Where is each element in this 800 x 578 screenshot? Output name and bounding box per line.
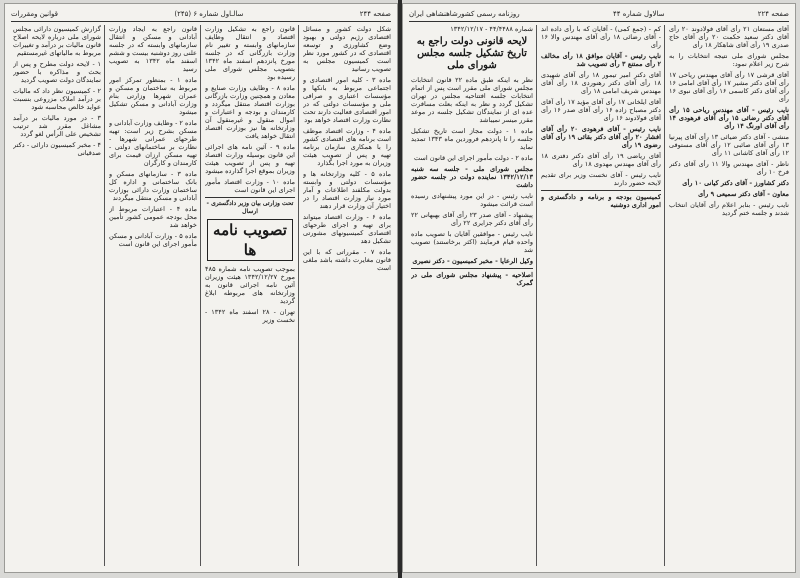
left-header-rule xyxy=(11,21,391,22)
paragraph: آقای قرشی ۱۷ رأی آقای مهندس ریاحی ۱۷ رأی آقای دکتر مشیر ۱۷ رأی آقای امامی ۱۶ رأی آقای دکتر کاسمی ۱۶ رأی آقای نبوی ۱۶ رأی xyxy=(669,71,789,103)
paragraph: منشی - آقای دکتر ضیائی ۱۳ رأی آقای پیرنیا ۱۳ رأی آقای صائبی ۱۲ رأی آقای مستوفی ۱۲ رأی آقای کاشانی ۱۱ رأی xyxy=(669,133,789,157)
paragraph: ناظر - آقای مهندس والا ۱۱ رأی آقای دکتر فرخ ۱۰ رأی xyxy=(669,160,789,176)
paragraph: تهران - ۲۸ اسفند ماه ۱۳۴۲ - نخست وزیر xyxy=(205,308,295,324)
column-divider xyxy=(200,25,201,566)
paragraph: شکل دولت کشور و مسائل اقتصادی رژیم دولتی و بهبود وضع کشاورزی و توسعه اقتصادی که در کشور مورد نظر است کمیسیون مجلس به تصویب رسانید xyxy=(303,25,391,73)
section-caption: تحت وزارتی بیان وزیر دادگستری - ارسال xyxy=(206,200,294,215)
section-rule xyxy=(205,197,295,198)
left-header-title: قوانین ومقررات xyxy=(11,10,58,18)
paragraph: گزارش کمیسیون دارائی مجلس شورای ملی درباره لایحه اصلاح قانون مالیات بر درآمد و تغییرات مربوط به مالیاتهای غیرمستقیم xyxy=(13,25,101,57)
left-col-4 xyxy=(13,25,101,566)
column-divider xyxy=(536,25,537,566)
paragraph: قانون راجع به ایجاد وزارت آبادانی و مسکن و انتقال سازمانهای وابسته که در جلسه علنی روز دوشنبه بیست و ششم اسفند ماه ۱۳۴۲ به تصویب رسید xyxy=(109,25,197,73)
paragraph: وکیل الرعایا - مخبر کمیسیون - دکتر نصیری xyxy=(412,257,533,265)
paragraph: معاون - آقای دکتر سمیعی ۹ رأی xyxy=(698,190,789,198)
paragraph: بموجب تصویب نامه شماره ۴۸۵ مورخ ۱۳۴۲/۱۲/۲۷ هیئت وزیران آئین نامه اجرائی قانون به وزارتخانه های مربوطه ابلاغ گردید xyxy=(205,265,295,305)
paragraph: نایب رئیس - آقای مهندس ریاحی ۱۵ رأی آقای دکتر رضائی ۱۵ رأی آقای فرهودی ۱۴ رأی آقای اورنگ ۱۴ رأی xyxy=(669,106,789,130)
left-header-page-number: صفحه ۲۴۴ xyxy=(359,10,391,18)
paragraph: ماده ۸ - وظایف وزارت صنایع و معادن و همچنین وزارت بازرگانی بوزارت اقتصاد منتقل میگردد و کارمندان و بودجه و اعتبارات و اموال منقول و غیرمنقول آن وزارتخانه ها نیز بوزارت اقتصاد انتقال خواهد یافت xyxy=(205,84,295,140)
left-col-2 xyxy=(205,25,295,566)
left-col-3 xyxy=(109,25,197,566)
paragraph: ماده ۱ - دولت مجاز است تاریخ تشکیل جلسه را تا پانزدهم فروردین ماه ۱۳۴۳ تمدید نماید xyxy=(411,127,533,151)
paragraph: ۱ - لایحه دولت مطرح و پس از بحث و مذاکره با حضور نمایندگان دولت تصویب گردید xyxy=(13,60,101,84)
paragraph: پیشنهاد - آقای صدر ۲۳ رأی آقای بهبهانی ۲۲ رأی آقای دکتر جزایری ۲۲ رأی xyxy=(411,211,533,227)
paragraph: نایب رئیس - آقایان موافق ۱۸ رأی مخالف ۲ رأی ممتنع ۳ رأی تصویب شد xyxy=(541,52,661,68)
paragraph: آقای ایلخانی ۱۷ رأی آقای مؤید ۱۷ رأی آقای دکتر مصباح زاده ۱۶ رأی آقای صدر ۱۶ رأی آقای فولادوند ۱۶ رأی xyxy=(541,98,661,122)
paragraph: دکتر کشاورز - آقای دکتر کیانی ۱۰ رأی xyxy=(682,179,789,187)
left-page xyxy=(4,3,398,573)
left-col-1 xyxy=(303,25,391,566)
left-header-issue: سالـاول شماره ۶ (۲۴۵) xyxy=(174,10,244,18)
right-page-header xyxy=(409,8,789,20)
right-col-2 xyxy=(541,25,661,566)
right-header-title: روزنامه رسمی کشورشاهنشاهی ایران xyxy=(409,10,520,18)
right-page xyxy=(402,3,796,573)
right-header-rule xyxy=(409,21,789,22)
paragraph: مجلس شورای ملی - جلسه سه شنبه ۱۳۴۲/۱۲/۱۳ نماینده دولت در جلسه حضور داشت xyxy=(411,165,533,189)
issue-meta: شماره ۴۴/۴۴۸۸ - ۱۳۴۲/۱۲/۱۷ xyxy=(450,25,533,33)
section-rule xyxy=(411,268,533,269)
right-header-page-number: صفحه ۲۲۴ xyxy=(757,10,789,18)
paragraph: آقای دکتر امیر تیمور ۱۸ رأی آقای شهیدی ۱۸ رأی آقای دکتر رهنوردی ۱۸ رأی آقای مهندس شریف امامی ۱۸ رأی xyxy=(541,71,661,95)
column-divider xyxy=(104,25,105,566)
paragraph: ماده ۷ - مقرراتی که با این قانون مغایرت داشته باشد ملغی است xyxy=(303,248,391,272)
paragraph: قانون راجع به تشکیل وزارت اقتصاد و انتقال وظایف سازمانهای وابسته و تغییر نام وزارت بازرگانی که در جلسه مورخ پانزدهم اسفند ماه ۱۳۴۲ بتصویب مجلس شورای ملی رسیده بود xyxy=(205,25,295,81)
paragraph: ماده ۲ - وظایف وزارت آبادانی و مسکن بشرح زیر است: تهیه طرحهای عمرانی شهرها - نظارت بر ساختمانهای دولتی - تهیه مسکن ارزان قیمت برای کارمندان و کارگران xyxy=(109,119,197,167)
left-page-header xyxy=(11,8,391,20)
decrees-heading: تصویب نامه ها xyxy=(207,219,293,261)
paragraph: نایب رئیس - در این مورد پیشنهادی رسیده است قرائت میشود xyxy=(411,192,533,208)
paragraph: ماده ۱ - بمنظور تمرکز امور مربوط به ساختمان و مسکن و عمران شهرها وزارتی بنام وزارت آبادانی و مسکن تشکیل میشود xyxy=(109,76,197,116)
right-col-1 xyxy=(669,25,789,566)
paragraph: کم - (جمع کمی) - آقایان که با رأی داده اند - آقای رضائی ۱۸ رأی آقای مهندس والا ۱۶ رأی xyxy=(541,25,661,49)
paragraph: ماده ۱۰ - وزارت اقتصاد مأمور اجرای این قانون است xyxy=(205,178,295,194)
bill-title: لایحه قانونی دولت راجع به تاریخ تشکیل جلسه مجلس شورای ملی xyxy=(416,36,528,71)
column-divider xyxy=(664,25,665,566)
paragraph: نایب رئیس - آقای نخست وزیر برای تقدیم لایحه حضور دارند xyxy=(541,171,661,187)
column-divider xyxy=(298,25,299,566)
paragraph: آقای مستعان ۲۱ رأی آقای فولادوند ۲۰ رأی آقای دکتر سعید حکمت ۲۰ رأی آقای حاج صدری ۱۹ رأی آقای شاهکار ۱۸ رأی xyxy=(669,25,789,49)
paragraph: ماده ۵ - کلیه وزارتخانه ها و مؤسسات دولتی و وابسته بدولت مکلفند اطلاعات و آمار مورد نیاز وزارت اقتصاد را در اختیار آن وزارت قرار دهند xyxy=(303,170,391,210)
right-header-issue: سالاول شماره ۴۴ xyxy=(612,10,665,18)
section-rule xyxy=(541,190,661,191)
paragraph: ۳ - در مورد مالیات بر درآمد مشاغل مقرر شد ترتیب تشخیص علی الرأس لغو گردد xyxy=(13,114,101,138)
paragraph: نظر به اینکه طبق ماده ۲۲ قانون انتخابات مجلس شورای ملی مقرر است پس از اتمام انتخابات جلسه افتتاحیه مجلس در تهران تشکیل گردد و نظر به اینکه بعلت مسافرت عده ای از نمایندگان تشکیل جلسه در موعد مقرر میسر نمیباشد xyxy=(411,76,533,124)
paragraph: مجلس شورای ملی نتیجه انتخابات را به شرح زیر اعلام نمود: xyxy=(669,52,789,68)
paragraph: ماده ۵ - وزارت آبادانی و مسکن مأمور اجرای این قانون است xyxy=(109,232,197,248)
paragraph: نایب رئیس - موافقین آقایان با تصویب ماده واحده قیام فرمایند (اکثر برخاستند) تصویب شد xyxy=(411,230,533,254)
paragraph: آقای ریاضی ۱۹ رأی آقای دکتر دفتری ۱۸ رأی آقای مهندس مهدوی ۱۸ رأی xyxy=(541,152,661,168)
paragraph: ماده ۴ - اعتبارات مربوط از محل بودجه عمومی کشور تأمین خواهد شد xyxy=(109,205,197,229)
paragraph: نایب رئیس - آقای فرهودی ۲۰ رأی آقای افشار ۲۰ رأی آقای دکتر بقائی ۱۹ رأی آقای رضوی ۱۹ رأی xyxy=(541,125,661,149)
paragraph: ماده ۳ - سازمانهای مسکن و بانک ساختمانی و اداره کل ساختمان وزارت دارائی بوزارت آبادانی و مسکن منتقل میگردند xyxy=(109,170,197,202)
paragraph: ماده ۳ - کلیه امور اقتصادی و اجتماعی مربوط به بانکها و مؤسسات اعتباری و صرافی ملی و مؤسسات دولتی که در امور اقتصادی فعالیت دارند تحت نظارت وزارت اقتصاد خواهد بود xyxy=(303,76,391,124)
paragraph: نایب رئیس - بنابر اعلام رأی آقایان انتخاب شدند و جلسه ختم گردید xyxy=(669,201,789,217)
paragraph: ماده ۲ - دولت مأمور اجرای این قانون است xyxy=(413,154,533,162)
right-col-3 xyxy=(411,25,533,566)
paragraph: ماده ۹ - آئین نامه های اجرائی این قانون بوسیله وزارت اقتصاد تهیه و پس از تصویب هیئت وزیران بموقع اجرا گذارده میشود xyxy=(205,143,295,175)
paragraph: ماده ۶ - وزارت اقتصاد میتواند برای تهیه و اجرای طرحهای اقتصادی کمیسیونهای مشورتی تشکیل دهد xyxy=(303,213,391,245)
paragraph: کمیسیون بودجه و برنامه و دادگستری و امور اداری دوشنبه xyxy=(541,193,661,209)
paragraph: اصلاحیه - پیشنهاد مجلس شورای ملی در گمرک xyxy=(411,271,533,287)
paragraph: ماده ۴ - وزارت اقتصاد موظف است برنامه های اقتصادی کشور را با همکاری سازمان برنامه تهیه و پس از تصویب هیئت وزیران به مورد اجرا بگذارد xyxy=(303,127,391,167)
paragraph: ۴ - مخبر کمیسیون دارائی - دکتر صدقیانی xyxy=(13,141,101,157)
paragraph: ۲ - کمیسیون نظر داد که مالیات بر درآمد املاک مزروعی بنسبت عواید خالص محاسبه شود xyxy=(13,87,101,111)
